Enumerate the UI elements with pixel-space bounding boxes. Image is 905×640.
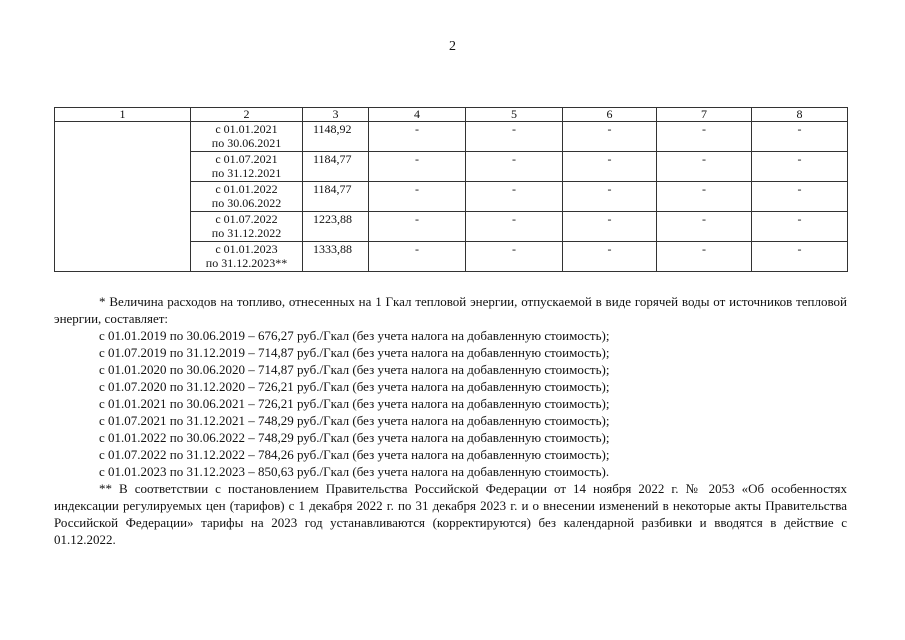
cell-col-5: - xyxy=(466,152,563,182)
period-from: с 01.01.2023 xyxy=(215,242,278,256)
cell-col-5: - xyxy=(466,122,563,152)
page-number: 2 xyxy=(449,39,456,54)
column-header-6: 6 xyxy=(563,108,657,122)
fuel-cost-item: с 01.01.2023 по 31.12.2023 – 850,63 руб./Гкал (без учета налога на добавленную стоимость). xyxy=(99,464,610,479)
footnotes xyxy=(54,293,847,548)
cell-col-8: - xyxy=(752,242,848,272)
cell-col-8: - xyxy=(752,212,848,242)
table-row xyxy=(55,122,848,152)
cell-col-8: - xyxy=(752,152,848,182)
cell-col-6: - xyxy=(563,242,657,272)
fuel-cost-item: с 01.07.2019 по 31.12.2019 – 714,87 руб./Гкал (без учета налога на добавленную стоимость); xyxy=(99,345,610,360)
footnote-government-decree: ** В соответствии с постановлением Правительства Российской Федерации от 14 ноября 2022 г. № 2053 «Об особенностях индексации регулируемых цен (тарифов) с 1 декабря 2022 г. по 31 декабря 2023 г. и о внесении изменений в некоторые акты Правительства Российской Федерации» тарифы на 2023 год устанавливаются (корректируются) без календарной разбивки и вводятся в действие с 01.12.2022. xyxy=(54,481,847,547)
column-header-3: 3 xyxy=(303,108,369,122)
cell-col-5: - xyxy=(466,182,563,212)
period-to: по 31.12.2022 xyxy=(211,226,282,240)
period-from: с 01.01.2022 xyxy=(215,182,278,196)
period-to: по 31.12.2023** xyxy=(205,256,288,270)
cell-col-4: - xyxy=(369,152,466,182)
period-cell xyxy=(191,122,303,152)
column-header-4: 4 xyxy=(369,108,466,122)
cell-col-5: - xyxy=(466,212,563,242)
column-header-5: 5 xyxy=(466,108,563,122)
period-to: по 30.06.2022 xyxy=(211,196,282,210)
column-header-2: 2 xyxy=(191,108,303,122)
period-from: с 01.01.2021 xyxy=(215,122,278,136)
cell-col-4: - xyxy=(369,122,466,152)
cell-col-4: - xyxy=(369,242,466,272)
period-from: с 01.07.2021 xyxy=(215,152,278,166)
cell-col-6: - xyxy=(563,122,657,152)
tariff-table xyxy=(54,107,848,272)
tariff-value-cell: 1223,88 xyxy=(303,212,369,242)
cell-col-4: - xyxy=(369,212,466,242)
column-header-1: 1 xyxy=(55,108,191,122)
cell-col-7: - xyxy=(657,152,752,182)
cell-col-6: - xyxy=(563,212,657,242)
fuel-cost-item: с 01.01.2020 по 30.06.2020 – 714,87 руб./Гкал (без учета налога на добавленную стоимость); xyxy=(99,362,610,377)
tariff-value-cell: 1184,77 xyxy=(303,182,369,212)
period-to: по 31.12.2021 xyxy=(211,166,282,180)
footnote-fuel-costs-intro: * Величина расходов на топливо, отнесенных на 1 Гкал тепловой энергии, отпускаемой в виде горячей воды от источников тепловой энергии, составляет: xyxy=(54,294,847,326)
fuel-cost-item: с 01.01.2019 по 30.06.2019 – 676,27 руб./Гкал (без учета налога на добавленную стоимость); xyxy=(99,328,610,343)
cell-col-7: - xyxy=(657,182,752,212)
tariff-value-cell: 1184,77 xyxy=(303,152,369,182)
fuel-cost-item: с 01.01.2022 по 30.06.2022 – 748,29 руб./Гкал (без учета налога на добавленную стоимость); xyxy=(99,430,610,445)
table-header-row xyxy=(55,108,848,122)
column-header-8: 8 xyxy=(752,108,848,122)
fuel-cost-item: с 01.07.2022 по 31.12.2022 – 784,26 руб./Гкал (без учета налога на добавленную стоимость); xyxy=(99,447,610,462)
period-cell xyxy=(191,212,303,242)
cell-col-8: - xyxy=(752,122,848,152)
fuel-cost-item: с 01.01.2021 по 30.06.2021 – 726,21 руб./Гкал (без учета налога на добавленную стоимость); xyxy=(99,396,610,411)
period-cell xyxy=(191,182,303,212)
tariff-value-cell: 1148,92 xyxy=(303,122,369,152)
cell-col-5: - xyxy=(466,242,563,272)
period-to: по 30.06.2021 xyxy=(211,136,282,150)
cell-col-6: - xyxy=(563,152,657,182)
tariff-value-cell: 1333,88 xyxy=(303,242,369,272)
merged-first-column-cell xyxy=(55,122,191,272)
period-cell xyxy=(191,242,303,272)
column-header-7: 7 xyxy=(657,108,752,122)
cell-col-6: - xyxy=(563,182,657,212)
period-from: с 01.07.2022 xyxy=(215,212,278,226)
cell-col-7: - xyxy=(657,212,752,242)
cell-col-7: - xyxy=(657,242,752,272)
period-cell xyxy=(191,152,303,182)
fuel-cost-item: с 01.07.2021 по 31.12.2021 – 748,29 руб./Гкал (без учета налога на добавленную стоимость); xyxy=(99,413,610,428)
cell-col-8: - xyxy=(752,182,848,212)
fuel-cost-item: с 01.07.2020 по 31.12.2020 – 726,21 руб./Гкал (без учета налога на добавленную стоимость); xyxy=(99,379,610,394)
cell-col-7: - xyxy=(657,122,752,152)
cell-col-4: - xyxy=(369,182,466,212)
